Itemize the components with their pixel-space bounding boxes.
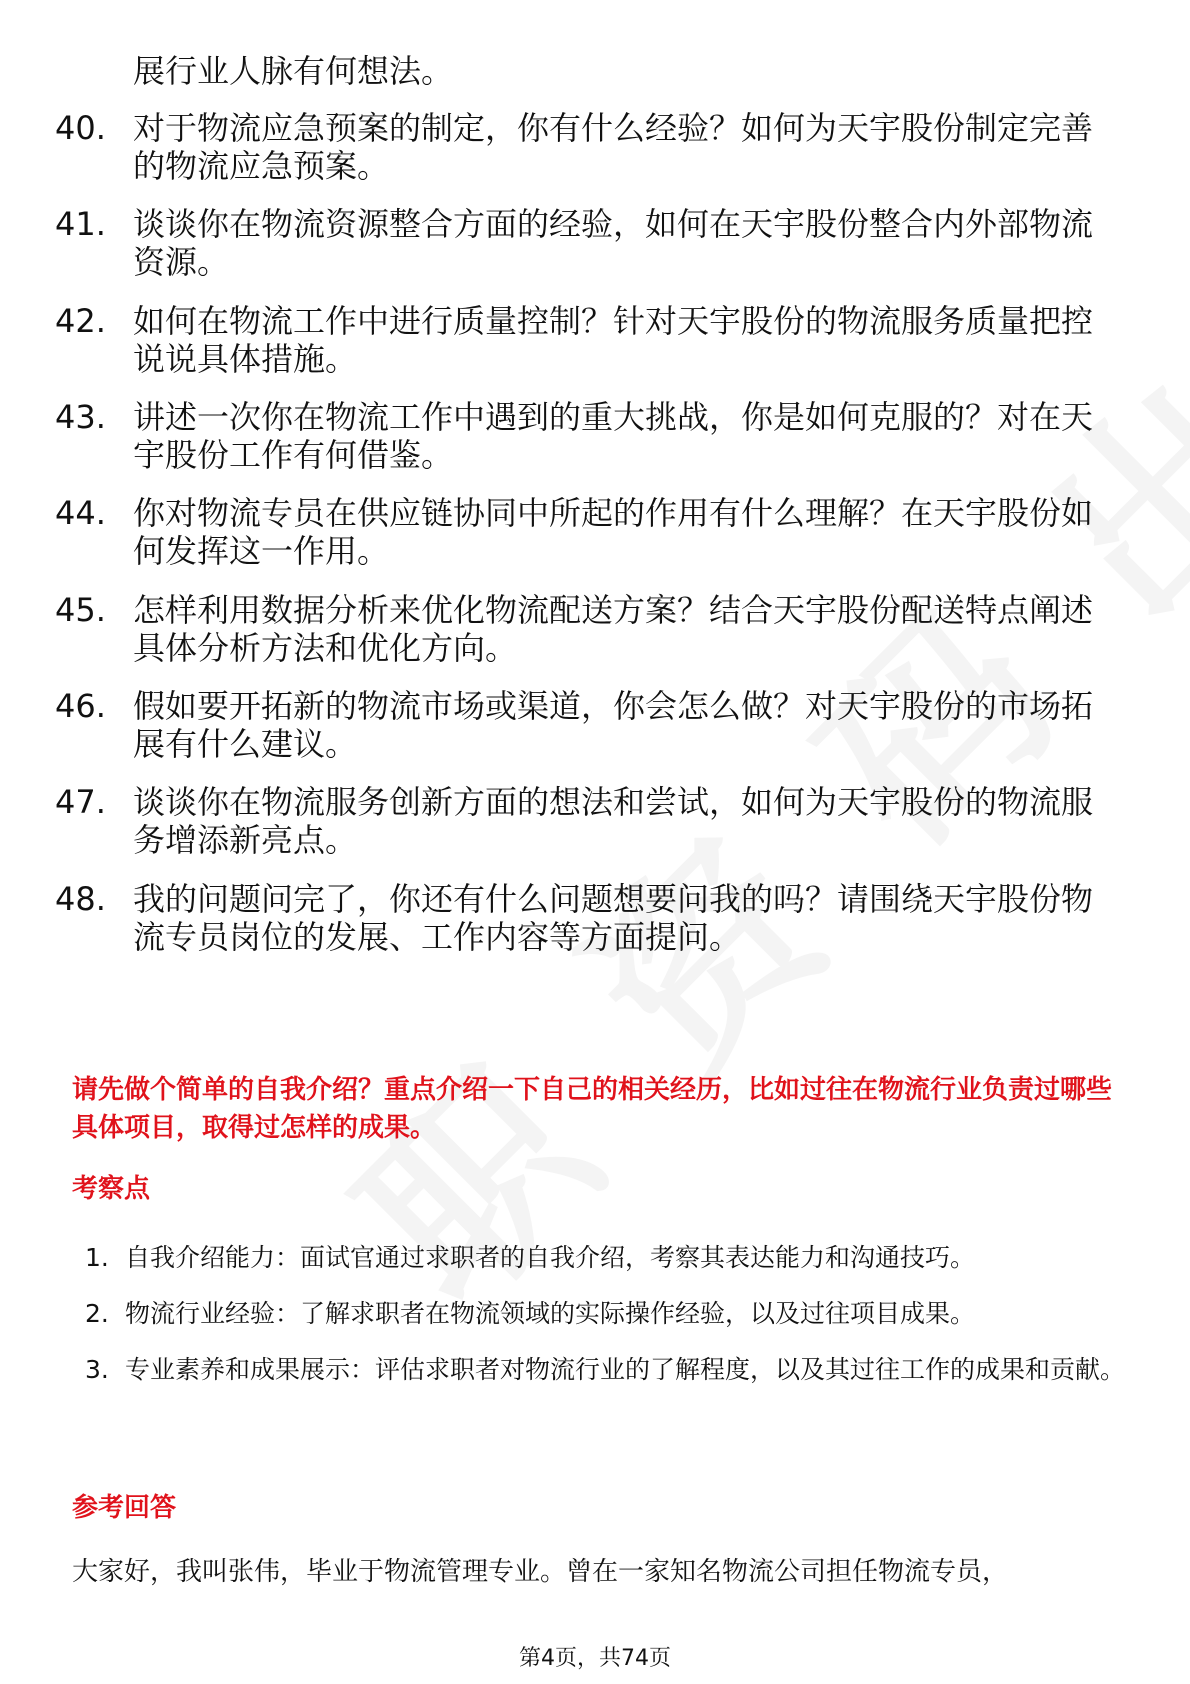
point-number: 3. — [85, 1355, 109, 1384]
question-text: 对于物流应急预案的制定，你有什么经验？如何为天宇股份制定完善的物流应急预案。 — [133, 109, 1094, 185]
question-text: 谈谈你在物流服务创新方面的想法和尝试，如何为天宇股份的物流服务增添新亮点。 — [133, 783, 1094, 859]
question-text: 你对物流专员在供应链协同中所起的作用有什么理解？在天宇股份如何发挥这一作用。 — [133, 494, 1094, 570]
question-number: 41. — [55, 205, 106, 243]
question-text: 怎样利用数据分析来优化物流配送方案？结合天宇股份配送特点阐述具体分析方法和优化方向。 — [133, 591, 1094, 667]
question-number: 48. — [55, 880, 106, 918]
question-text: 我的问题问完了，你还有什么问题想要问我的吗？请围绕天宇股份物流专员岗位的发展、工作内容等方面提问。 — [133, 880, 1094, 956]
question-text: 讲述一次你在物流工作中遇到的重大挑战，你是如何克服的？对在天宇股份工作有何借鉴。 — [133, 398, 1094, 474]
assessment-heading: 考察点 — [72, 1174, 151, 1204]
question-number: 44. — [55, 494, 106, 532]
question-text: 如何在物流工作中进行质量控制？针对天宇股份的物流服务质量把控说说具体措施。 — [133, 302, 1094, 378]
point-number: 1. — [85, 1243, 109, 1272]
featured-question: 请先做个简单的自我介绍？重点介绍一下自己的相关经历，比如过往在物流行业负责过哪些具体项目，取得过怎样的成果。 — [72, 1075, 1113, 1143]
reference-heading: 参考回答 — [72, 1493, 177, 1523]
question-number: 45. — [55, 591, 106, 629]
page-footer: 第4页，共74页 — [519, 1646, 671, 1671]
point-text: 自我介绍能力：面试官通过求职者的自我介绍，考察其表达能力和沟通技巧。 — [125, 1243, 976, 1272]
question-text: 假如要开拓新的物流市场或渠道，你会怎么做？对天宇股份的市场拓展有什么建议。 — [133, 687, 1094, 763]
question-number: 42. — [55, 302, 106, 340]
reference-answer-text: 大家好，我叫张伟，毕业于物流管理专业。曾在一家知名物流公司担任物流专员， — [72, 1557, 1009, 1587]
point-number: 2. — [85, 1299, 109, 1328]
point-text: 专业素养和成果展示：评估求职者对物流行业的了解程度，以及其过往工作的成果和贡献。 — [125, 1355, 1126, 1384]
question-number: 40. — [55, 109, 106, 147]
point-text: 物流行业经验：了解求职者在物流领域的实际操作经验，以及过往项目成果。 — [125, 1299, 976, 1328]
question-text: 谈谈你在物流资源整合方面的经验，如何在天宇股份整合内外部物流资源。 — [133, 205, 1094, 281]
question-number: 46. — [55, 687, 106, 725]
continuation-text: 展行业人脉有何想法。 — [133, 52, 454, 90]
question-number: 43. — [55, 398, 106, 436]
question-number: 47. — [55, 783, 106, 821]
